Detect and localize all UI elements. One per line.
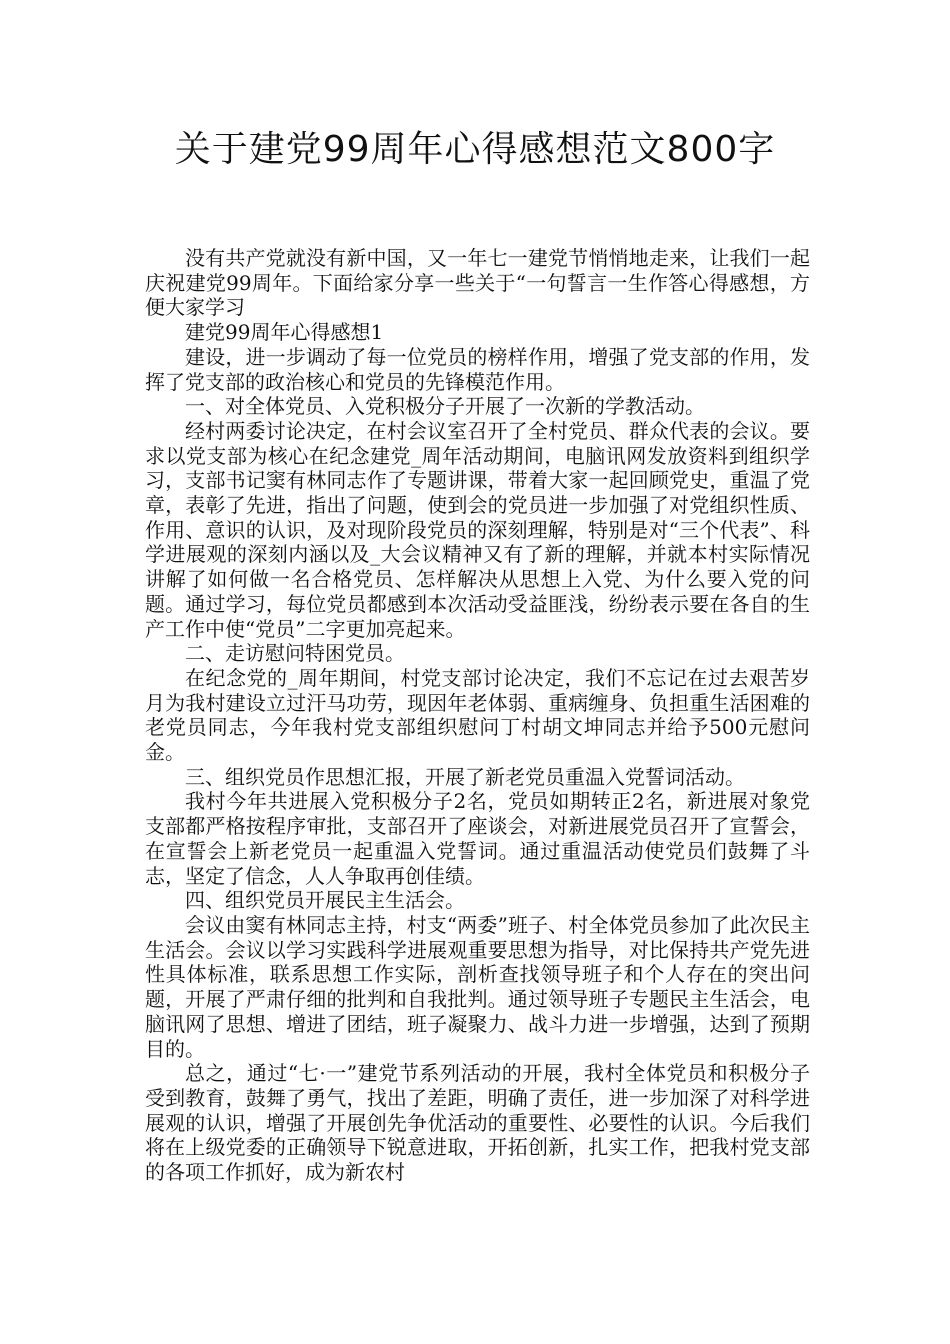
paragraph: 在纪念党的_周年期间，村党支部讨论决定，我们不忘记在过去艰苦岁月为我村建设立过汗马功劳，现因年老体弱、重病缠身、负担重生活困难的老党员同志，今年我村党支部组织慰问丁村胡文坤同志并给予500元慰问金。 — [145, 665, 810, 765]
section-heading-3: 三、组织党员作思想汇报，开展了新老党员重温入党誓词活动。 — [185, 764, 745, 789]
section-heading-2: 二、走访慰问特困党员。 — [185, 641, 405, 666]
section-heading-4: 四、组织党员开展民主生活会。 — [185, 888, 465, 913]
document-title: 关于建党99周年心得感想范文800字 — [174, 129, 776, 170]
paragraph: 会议由窦有林同志主持，村支“两委”班子、村全体党员参加了此次民主生活会。会议以学习实践科学进展观重要思想为指导，对比保持共产党先进性具体标准，联系思想工作实际，剖析查找领导班子和个人存在的突出问题，开展了严肃仔细的批判和自我批判。通过领导班子专题民主生活会，电脑讯网了思想、增进了团结，班子凝聚力、战斗力进一步增强，达到了预期目的。 — [145, 912, 810, 1061]
paragraph: 我村今年共进展入党积极分子2名，党员如期转正2名，新进展对象党支部都严格按程序审批，支部召开了座谈会，对新进展党员召开了宣誓会，在宣誓会上新老党员一起重温入党誓词。通过重温活动使党员们鼓舞了斗志，坚定了信念，人人争取再创佳绩。 — [145, 789, 810, 888]
paragraph-subtitle: 建党99周年心得感想1 — [185, 320, 384, 345]
paragraph: 经村两委讨论决定，在村会议室召开了全村党员、群众代表的会议。要求以党支部为核心在纪念建党_周年活动期间，电脑讯网发放资料到组织学习，支部书记窦有林同志作了专题讲课，带着大家一起回顾党史，重温了党章，表彰了先进，指出了问题，使到会的党员进一步加强了对党组织性质、作用、意识的认识，及对现阶段党员的深刻理解，特别是对“三个代表”、科学进展观的深刻内涵以及_大会议精神又有了新的理解，并就本村实际情况讲解了如何做一名合格党员、怎样解决从思想上入党、为什么要入党的问题。通过学习，每位党员都感到本次活动受益匪浅，纷纷表示要在各自的生产工作中使“党员”二字更加亮起来。 — [145, 418, 810, 641]
paragraph-intro: 没有共产党就没有新中国，又一年七一建党节悄悄地走来，让我们一起庆祝建党99周年。下面给家分享一些关于“一句誓言一生作答心得感想，方便大家学习 — [145, 246, 810, 320]
document-body — [145, 246, 810, 1185]
section-heading-1: 一、对全体党员、入党积极分子开展了一次新的学教活动。 — [185, 394, 705, 419]
paragraph-conclusion: 总之，通过“七·一”建党节系列活动的开展，我村全体党员和积极分子受到教育，鼓舞了勇气，找出了差距，明确了责任，进一步加深了对科学进展观的认识，增强了开展创先争优活动的重要性、必要性的认识。今后我们将在上级党委的正确领导下锐意进取，开拓创新，扎实工作，把我村党支部的各项工作抓好，成为新农村 — [145, 1061, 810, 1185]
paragraph: 建设，进一步调动了每一位党员的榜样作用，增强了党支部的作用，发挥了党支部的政治核心和党员的先锋模范作用。 — [145, 344, 810, 394]
